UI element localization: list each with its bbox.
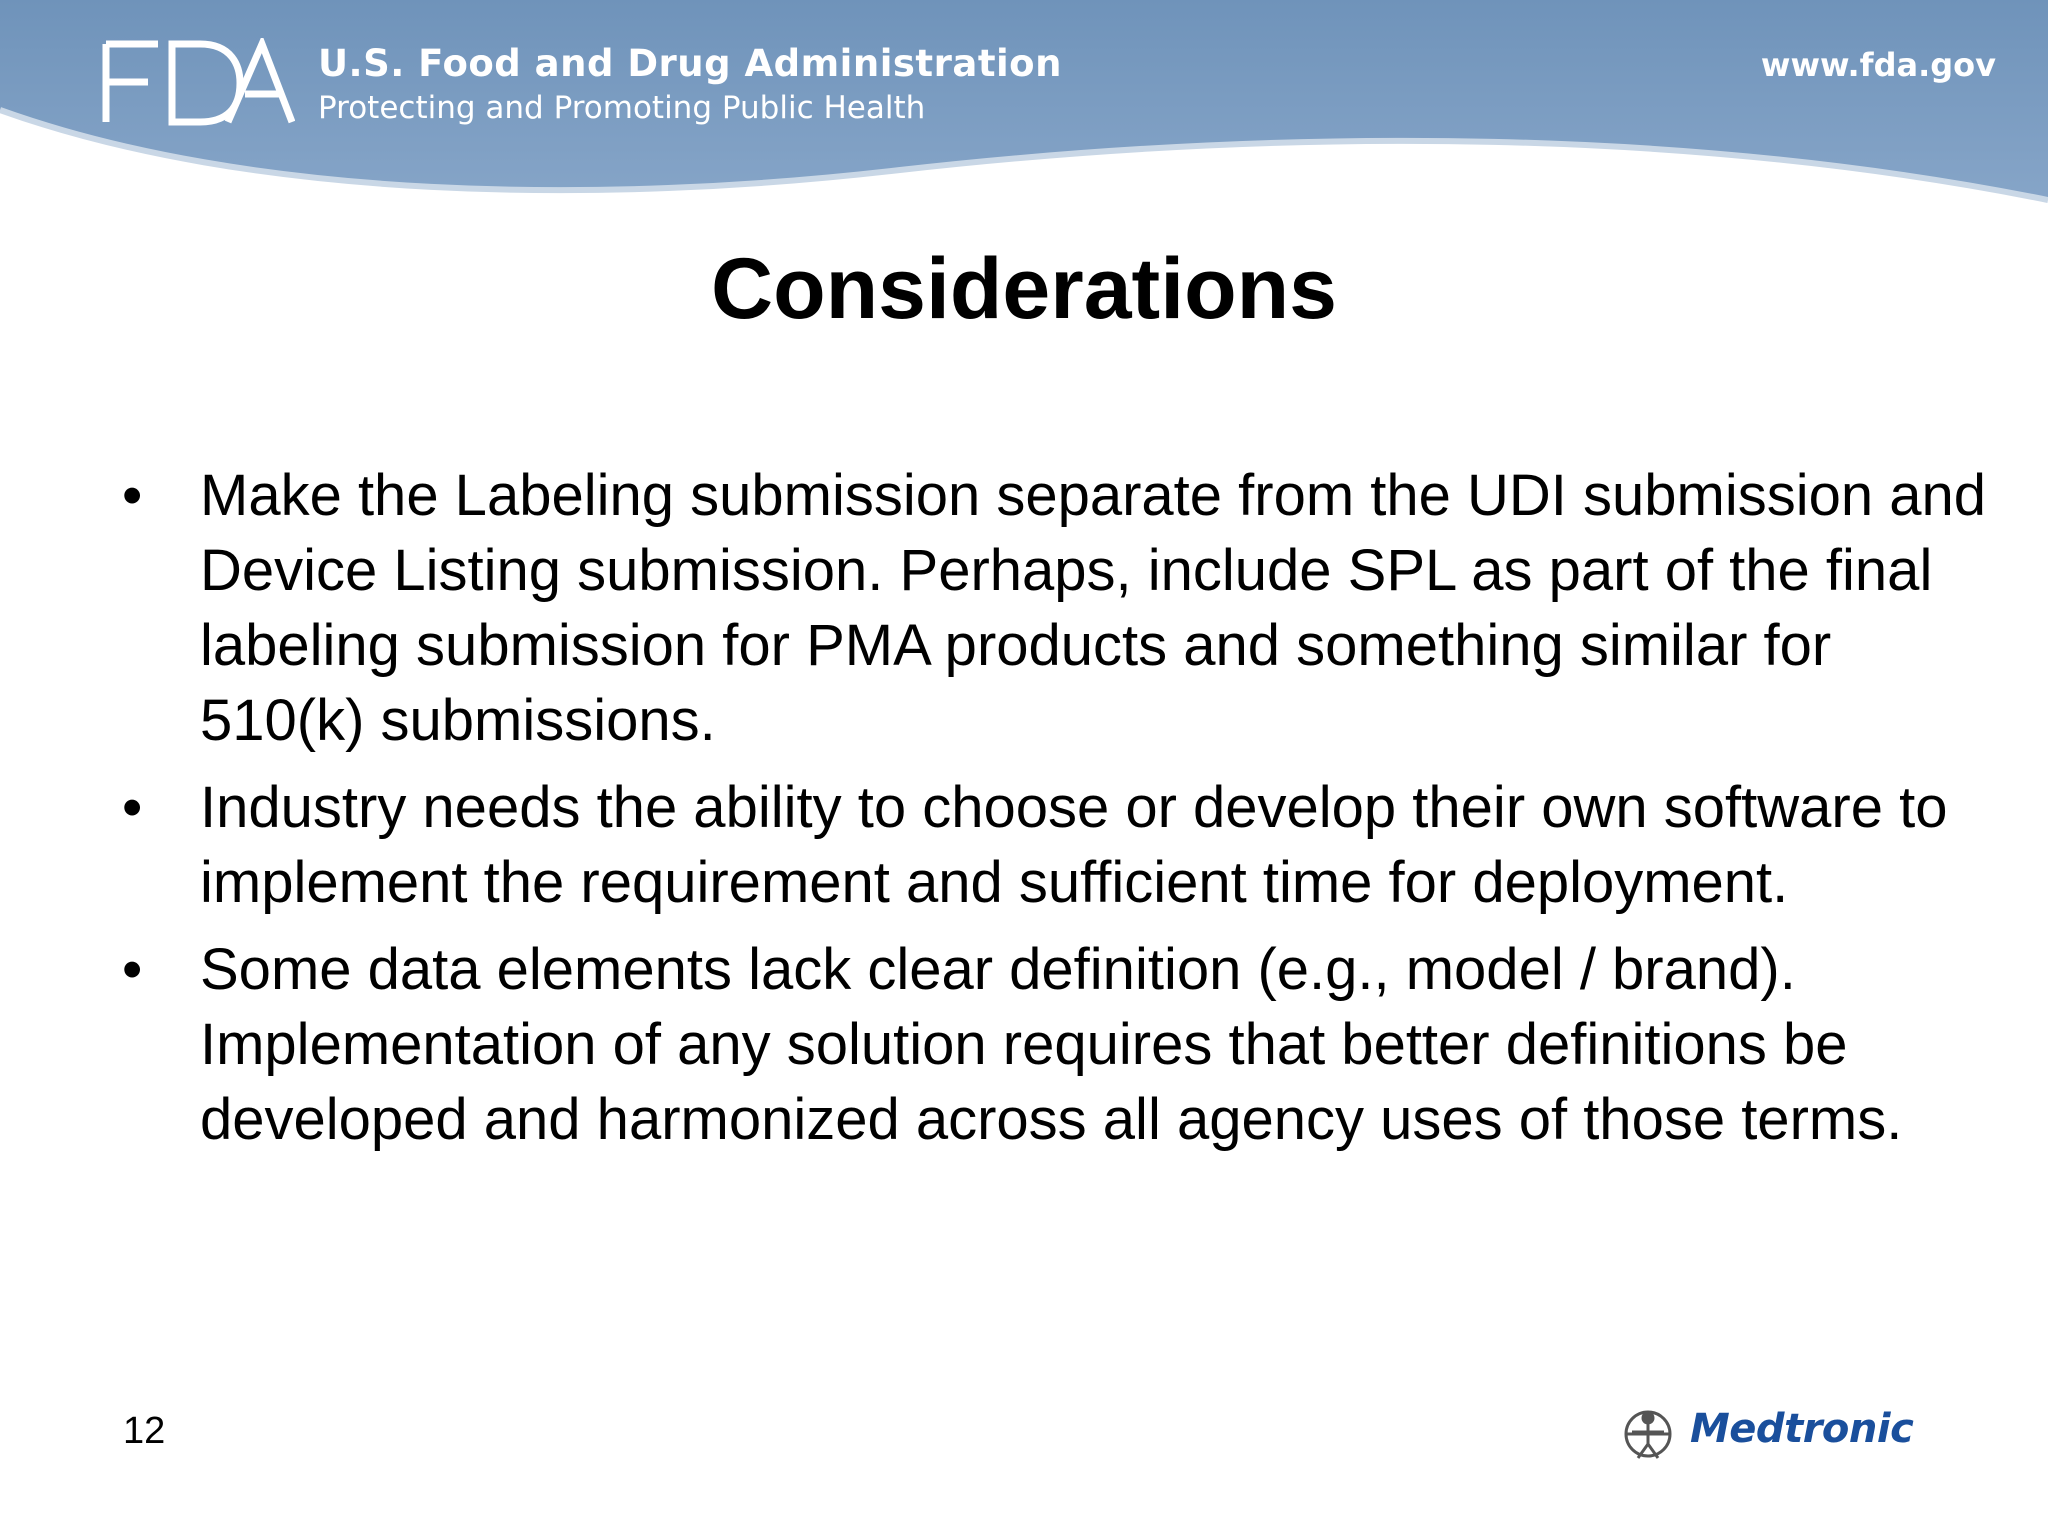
bullet-list <box>118 458 1998 1169</box>
bullet-dot: • <box>122 937 143 1002</box>
agency-name: U.S. Food and Drug Administration <box>318 42 1062 85</box>
medtronic-figure-icon <box>1618 1404 1678 1464</box>
medtronic-wordmark: Medtronic <box>1690 1406 1914 1452</box>
site-url[interactable]: www.fda.gov <box>1760 46 1996 84</box>
agency-tagline: Protecting and Promoting Public Health <box>318 90 926 126</box>
page-number: 12 <box>123 1410 166 1452</box>
bullet-item <box>118 458 1998 758</box>
bullet-item <box>118 770 1998 920</box>
bullet-text: Industry needs the ability to choose or develop their own software to implement the requirement and sufficient time for deployment. <box>200 775 1948 915</box>
slide-title: Considerations <box>711 241 1337 337</box>
bullet-text: Make the Labeling submission separate from the UDI submission and Device Listing submission. Perhaps, include SPL as part of the final labeling submission for PMA products and something similar for 510(k) submissions. <box>200 463 1987 753</box>
bullet-item <box>118 932 1998 1157</box>
bullet-dot: • <box>122 775 143 840</box>
medtronic-logo <box>1612 1402 1932 1466</box>
header-band <box>0 0 2048 230</box>
fda-logo <box>100 38 295 128</box>
bullet-text: Some data elements lack clear definition (e.g., model / brand). Implementation of any solution requires that better definitions be developed and harmonized across all agency uses of those terms. <box>200 937 1903 1152</box>
bullet-dot: • <box>122 463 143 528</box>
